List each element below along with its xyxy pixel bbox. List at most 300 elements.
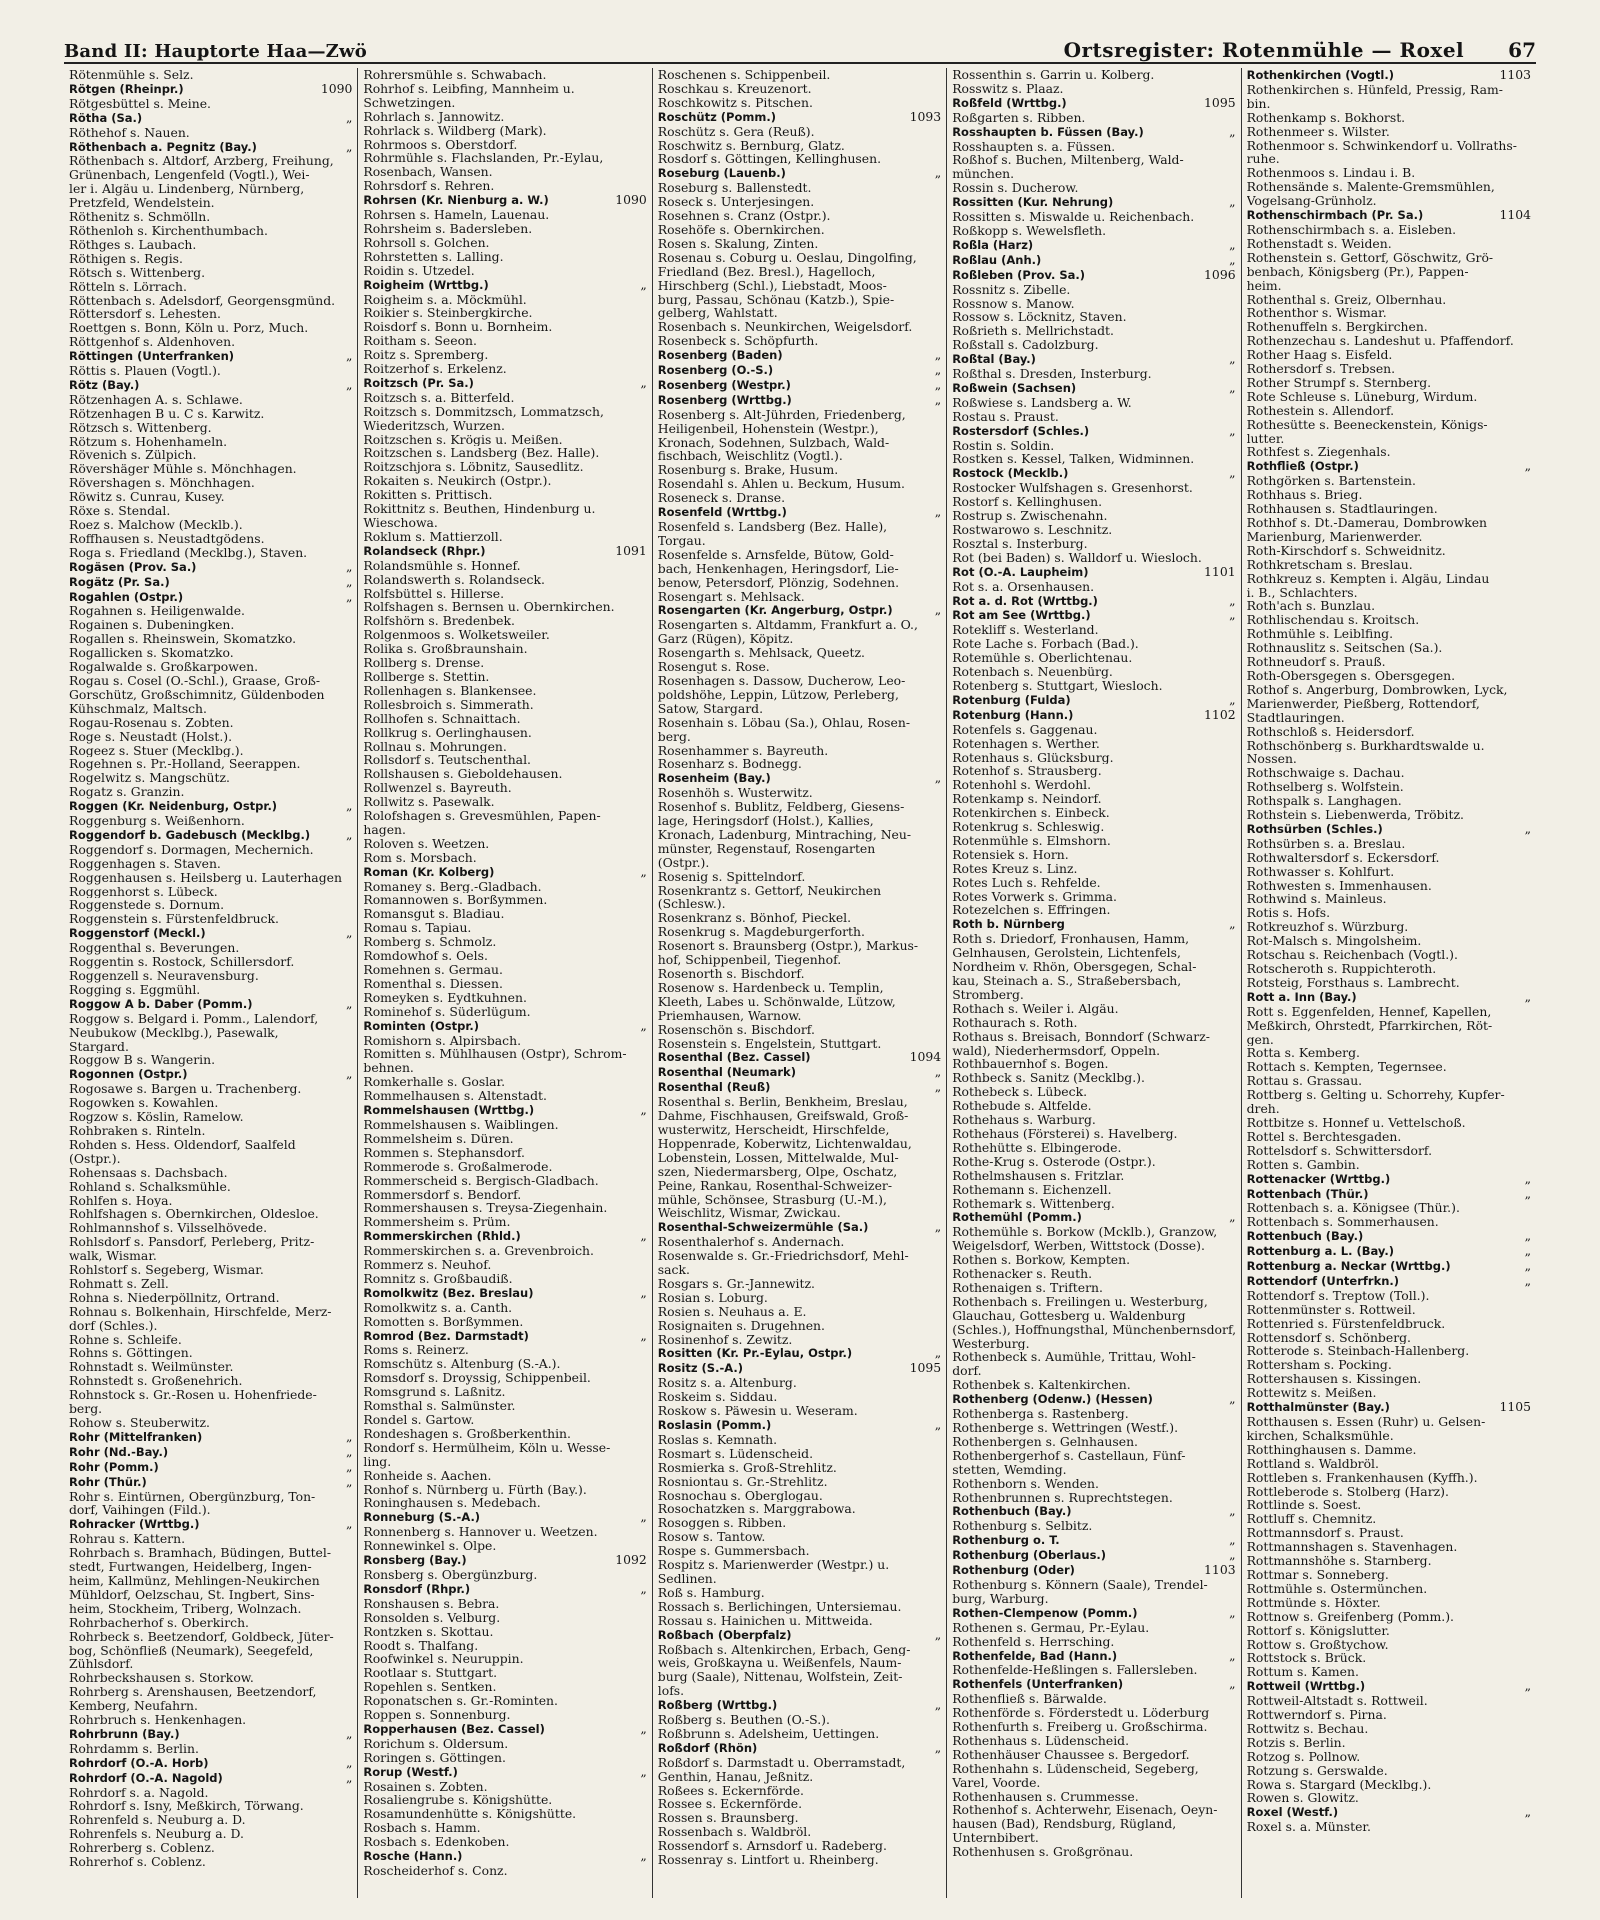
entry-text: Rosenfeld (Wrttbg.) [657, 506, 787, 520]
entry-page-ref: „ [934, 391, 942, 407]
entry-page-ref: 1090 [320, 80, 353, 96]
entry-text: Romeyken s. Eydtkuhnen. [363, 990, 527, 1005]
entry-text: Rottenried s. Fürstenfeldbruck. [1246, 1316, 1446, 1331]
register-entry [952, 1519, 1235, 1533]
register-entry [69, 252, 352, 266]
entry-text: Rothenzechau s. Landeshut u. Pfaffendorf. [1246, 334, 1514, 349]
entry-text: dorf, Vaihingen (Fild.). [69, 1503, 211, 1518]
entry-text: Rosmierka s. Groß-Strehlitz. [657, 1460, 837, 1475]
register-entry [952, 297, 1235, 311]
entry-text: Rövenich s. Zülpich. [69, 448, 197, 463]
entry-page-ref: „ [345, 1066, 353, 1082]
entry-text: dreh. [1246, 1102, 1280, 1116]
register-entry [69, 490, 352, 504]
register-entry [658, 166, 941, 181]
entry-text: Rommershausen s. Treysa-Ziegenhain. [363, 1201, 608, 1216]
entry-text: Romishorn s. Alpirsbach. [363, 1033, 522, 1048]
entry-text: Rohlmannshof s. Vilsselhövede. [69, 1221, 268, 1236]
entry-page-ref: „ [345, 109, 353, 125]
entry-text: Roseburg (Lauenb.) [657, 167, 786, 181]
register-entry [658, 279, 941, 293]
entry-text: Rotenberg s. Stuttgart, Wiesloch. [952, 678, 1163, 693]
entry-text: Rothbeck s. Sanitz (Mecklbg.). [952, 1071, 1145, 1086]
entry-text: Romsgrund s. Laßnitz. [363, 1385, 506, 1400]
register-entry [69, 378, 352, 393]
register-entry [69, 97, 352, 111]
entry-text: Rositz s. a. Altenburg. [657, 1376, 797, 1391]
entry-text: Rokaiten s. Neukirch (Ostpr.). [363, 474, 552, 489]
register-entry [658, 911, 941, 925]
register-entry [952, 509, 1235, 523]
entry-text: Rosenthal (Reuß) [657, 1081, 771, 1095]
entry-text: Rötzum s. Hohenhameln. [69, 434, 228, 449]
register-entry [69, 462, 352, 476]
register-entry [952, 1663, 1235, 1677]
register-entry [952, 68, 1235, 82]
entry-page-ref: „ [934, 1626, 942, 1642]
entry-text: Rosenwalde s. Gr.-Friedrichsdorf, Mehl- [657, 1249, 909, 1264]
entry-text: Roxel s. a. Münster. [1246, 1820, 1371, 1835]
entry-text: Rogehnen s. Pr.-Holland, Seerappen. [69, 757, 301, 772]
entry-text: Roth-Kirschdorf s. Schweidnitz. [1246, 543, 1446, 558]
register-entry [363, 1496, 646, 1510]
entry-text: Röthenloh s. Kirchenthumbach. [69, 223, 268, 238]
register-entry [1247, 418, 1531, 432]
register-entry [952, 1790, 1235, 1804]
entry-text: Ronsberg s. Obergünzburg. [363, 1567, 538, 1582]
entry-text: Rothenbeck s. Aumühle, Trittau, Wohl- [952, 1350, 1196, 1365]
entry-text: Roßberg (Wrttbg.) [657, 1699, 778, 1713]
register-entry [952, 1155, 1235, 1169]
register-entry [363, 1568, 646, 1582]
register-entry [952, 708, 1235, 723]
entry-text: Rollenhagen s. Blankensee. [363, 683, 537, 698]
entry-text: Rospitz s. Marienwerder (Westpr.) u. [657, 1558, 890, 1572]
entry-page-ref: „ [1524, 1185, 1531, 1201]
entry-text: Rothenhahn s. Lüdenscheid, Segeberg, [952, 1761, 1199, 1776]
entry-text: Rohrau s. Kattern. [69, 1532, 186, 1547]
entry-text: Roitzschen s. Krögis u. Meißen. [363, 432, 563, 447]
entry-text: Rogeez s. Stuer (Mecklbg.). [69, 743, 244, 758]
register-entry [363, 165, 646, 179]
entry-text: Stadtlauringen. [1246, 710, 1345, 725]
register-entry [952, 1057, 1235, 1071]
register-entry [658, 1151, 941, 1165]
entry-text: Rothschloß s. Heidersdorf. [1246, 724, 1415, 739]
register-entry [69, 224, 352, 238]
entry-text: (Schles.), Hoffnungsthal, Münchenbernsdorf, [952, 1322, 1236, 1337]
register-entry [658, 1418, 941, 1433]
entry-text: Rötha (Sa.) [69, 111, 143, 125]
entry-text: Rothehaus (Försterei) s. Havelberg. [952, 1126, 1178, 1141]
register-entry [952, 310, 1235, 324]
entry-text: Roßtal (Bay.) [952, 353, 1036, 367]
register-entry [952, 1635, 1235, 1649]
register-entry [363, 1821, 646, 1835]
register-entry [69, 1249, 352, 1263]
register-entry [1247, 1116, 1531, 1130]
entry-text: Rosche (Hann.) [363, 1850, 463, 1864]
entry-text: Rohrmoos s. Oberstdorf. [363, 137, 518, 152]
register-entry [658, 967, 941, 981]
entry-text: Rotes Vorwerk s. Grimma. [952, 889, 1117, 904]
register-entry [69, 1277, 352, 1291]
entry-text: Rot a. d. Rot (Wrttbg.) [952, 594, 1098, 608]
register-entry [1247, 139, 1531, 153]
register-entry [658, 786, 941, 800]
entry-text: heim, Stockheim, Triberg, Wolnzach. [69, 1601, 302, 1616]
entry-text: Romolkwitz s. a. Canth. [363, 1300, 513, 1315]
register-entry [363, 446, 646, 460]
register-entry [952, 1210, 1235, 1225]
register-entry [363, 82, 646, 96]
register-entry [952, 195, 1235, 210]
entry-page-ref: „ [1524, 1804, 1531, 1820]
register-entry [1247, 152, 1531, 166]
entry-text: Rositten (Kr. Pr.-Eylau, Ostpr.) [657, 1347, 853, 1361]
entry-page-ref: „ [934, 1345, 942, 1361]
entry-text: Rottmannshagen s. Stavenhagen. [1246, 1540, 1458, 1555]
entry-text: Rommersheim s. Prüm. [363, 1215, 511, 1230]
register-entry [1247, 1317, 1531, 1331]
entry-text: Rohrbruch s. Henkenhagen. [69, 1713, 247, 1727]
entry-text: Rottbitze s. Honnef u. Vettelschoß. [1246, 1115, 1466, 1130]
entry-text: Torgau. [657, 533, 706, 548]
entry-text: Rostock (Mecklb.) [952, 467, 1069, 481]
register-entry [1247, 739, 1531, 753]
register-entry [658, 646, 941, 660]
entry-page-ref: „ [1229, 351, 1236, 367]
entry-text: Romau s. Tapiau. [363, 921, 472, 936]
register-entry [363, 433, 646, 447]
entry-text: Schwetzingen. [363, 95, 456, 110]
entry-page-ref: „ [934, 770, 942, 786]
entry-text: Rossenbach s. Waldbröl. [657, 1825, 812, 1840]
entry-text: walk, Wismar. [69, 1249, 157, 1264]
entry-page-ref: „ [1524, 1243, 1531, 1259]
register-entry [363, 880, 646, 894]
register-entry [952, 1845, 1235, 1859]
entry-text: Rondorf s. Hermülheim, Köln u. Wesse- [363, 1440, 611, 1455]
entry-text: Rottstock s. Brück. [1246, 1651, 1367, 1666]
register-entry [363, 740, 646, 754]
entry-text: Rosswitz s. Plaaz. [952, 81, 1064, 96]
entry-text: behnen. [363, 1061, 414, 1076]
entry-text: fischbach, Weischlitz (Vogtl.). [657, 449, 843, 464]
register-entry [952, 1621, 1235, 1635]
register-entry [1247, 320, 1531, 334]
entry-text: gen. [1246, 1032, 1274, 1047]
entry-text: Romnitz s. Großbaudiß. [363, 1271, 513, 1286]
entry-text: Roikier s. Steinbergkirche. [363, 306, 533, 321]
register-entry [69, 1841, 352, 1855]
register-entry [1247, 1820, 1531, 1834]
entry-text: Rossnitz s. Zibelle. [952, 282, 1071, 297]
register-entry [952, 1435, 1235, 1449]
entry-page-ref: 1095 [1204, 94, 1236, 110]
entry-text: sack. [657, 1263, 690, 1277]
entry-text: Rothelmshausen s. Fritzlar. [952, 1168, 1125, 1183]
register-entry [1247, 251, 1531, 265]
register-entry [363, 1539, 646, 1553]
entry-text: Kleeth, Labes u. Schönwalde, Lützow, [657, 994, 896, 1009]
entry-text: Rorup (Westf.) [363, 1765, 458, 1779]
register-entry [363, 851, 646, 865]
entry-text: Rosbach s. Edenkoben. [363, 1835, 510, 1850]
entry-text: Rogzow s. Köslin, Ramelow. [69, 1110, 244, 1124]
entry-text: Rommen s. Stephansdorf. [363, 1145, 526, 1160]
entry-text: Rosaliengrube s. Königshütte. [363, 1793, 553, 1808]
entry-text: Röttenbach s. Adelsdorf, Georgensgmünd. [69, 293, 336, 308]
register-entry [1247, 879, 1531, 893]
register-entry [363, 1469, 646, 1483]
entry-page-ref: „ [1229, 916, 1236, 932]
register-entry [363, 712, 646, 726]
entry-page-ref: „ [345, 588, 353, 604]
entry-text: Röthges s. Laubach. [69, 237, 197, 252]
register-entry [658, 1123, 941, 1137]
register-entry [1247, 1596, 1531, 1610]
entry-text: Roninghausen s. Medebach. [363, 1496, 541, 1511]
register-entry [363, 1807, 646, 1821]
entry-text: Rolfsbüttel s. Hillerse. [363, 586, 505, 601]
entry-page-ref: „ [640, 1102, 647, 1118]
entry-text: ruhe. [1246, 152, 1280, 167]
register-entry [952, 1113, 1235, 1127]
entry-text: Rottenbach s. a. Königsee (Thür.). [1246, 1201, 1460, 1216]
register-entry [1247, 934, 1531, 948]
entry-text: Rothenförde s. Förderstedt u. Löderburg [952, 1706, 1210, 1721]
entry-text: Rommelshausen (Wrttbg.) [363, 1104, 535, 1118]
register-entry [363, 1666, 646, 1680]
entry-page-ref: „ [1229, 1391, 1236, 1407]
register-entry [363, 1413, 646, 1427]
entry-text: Roßwiese s. Landsberg a. W. [952, 395, 1132, 410]
register-entry [69, 1402, 352, 1416]
entry-text: Meßkirch, Ohrstedt, Pfarrkirchen, Röt- [1246, 1018, 1493, 1033]
entry-text: Rospe s. Gummersbach. [657, 1544, 810, 1559]
register-entry [363, 138, 646, 152]
register-entry [1247, 1130, 1531, 1144]
entry-text: Romansgut s. Bladiau. [363, 907, 505, 922]
entry-text: Roitzschjora s. Löbnitz, Sausedlitz. [363, 460, 584, 475]
register-entry [363, 1597, 646, 1611]
entry-page-ref: „ [1229, 379, 1236, 395]
register-entry [1247, 432, 1531, 446]
register-entry [952, 1692, 1235, 1706]
entry-text: Rothemühl (Pomm.) [952, 1211, 1082, 1225]
entry-text: Roßstall s. Cadolzburg. [952, 338, 1099, 353]
register-entry [69, 1040, 352, 1054]
register-entry [952, 466, 1235, 481]
entry-page-ref: „ [640, 276, 647, 292]
entry-text: Rollhofen s. Schnaittach. [363, 711, 521, 726]
entry-text: Rothmühle s. Leiblfing. [1246, 627, 1394, 642]
register-entry [1247, 180, 1531, 194]
register-entry [952, 396, 1235, 410]
register-entry [952, 1071, 1235, 1085]
entry-text: lutter. [1246, 431, 1285, 446]
register-entry [952, 439, 1235, 453]
entry-text: Rothwaltersdorf s. Eckersdorf. [1246, 850, 1440, 865]
entry-text: Rothenaigen s. Triftern. [952, 1280, 1103, 1295]
entry-text: Rothnauslitz s. Seitschen (Sa.). [1246, 641, 1443, 656]
entry-page-ref: „ [640, 1228, 647, 1244]
register-entry [69, 504, 352, 518]
register-entry [658, 995, 941, 1009]
register-entry [1247, 1158, 1531, 1172]
entry-text: Ronnewinkel s. Olpe. [363, 1539, 497, 1554]
entry-page-ref: „ [1524, 1258, 1531, 1274]
entry-text: Rogau s. Cosel (O.-Schl.), Graase, Groß- [69, 673, 321, 688]
entry-text: Rossendorf s. Arnsdorf u. Radeberg. [657, 1839, 887, 1854]
entry-page-ref: 1091 [615, 542, 647, 558]
entry-text: Romotten s. Borßymmen. [363, 1314, 524, 1329]
entry-text: Rotenhaus s. Glücksburg. [952, 750, 1114, 765]
entry-text: Nordheim v. Rhön, Obersgegen, Schal- [952, 960, 1197, 974]
entry-text: Rotenhagen s. Werther. [952, 736, 1100, 751]
register-entry [658, 348, 941, 363]
entry-text: Rogahnen s. Heiligenwalde. [69, 604, 245, 619]
entry-text: Rotenmühle s. Elmshorn. [952, 833, 1111, 848]
entry-text: Lobenstein, Lossen, Mittelwalde, Mul- [657, 1150, 899, 1165]
entry-text: Röthenbach s. Altdorf, Arzberg, Freihung, [69, 154, 334, 169]
entry-text: Rositz (S.-A.) [657, 1362, 743, 1376]
register-entry [1247, 725, 1531, 739]
register-entry [1247, 1019, 1531, 1033]
register-entry [1247, 822, 1531, 837]
register-entry [952, 764, 1235, 778]
register-entry [363, 698, 646, 712]
entry-text: Rohns s. Göttingen. [69, 1346, 193, 1361]
entry-page-ref: „ [1229, 251, 1236, 267]
entry-text: Roklum s. Mattierzoll. [363, 529, 503, 544]
entry-text: Rothselberg s. Wolfstein. [1246, 780, 1404, 795]
entry-text: Rosehnen s. Cranz (Ostpr.). [657, 209, 831, 223]
register-entry [658, 884, 941, 898]
register-entry [658, 842, 941, 856]
register-entry [363, 405, 646, 419]
register-entry [658, 897, 941, 911]
register-entry [69, 210, 352, 224]
entry-text: Hoppenrade, Koberwitz, Lichtenwaldau, [657, 1136, 912, 1151]
register-entry [69, 674, 352, 688]
register-entry [1247, 1005, 1531, 1019]
entry-text: Rohrerberg s. Coblenz. [69, 1841, 215, 1856]
entry-text: Gorschütz, Großschimnitz, Güldenboden [69, 687, 325, 702]
entry-text: Rondel s. Gartow. [363, 1413, 475, 1427]
entry-text: burg, Warburg. [952, 1591, 1049, 1606]
entry-text: Rogonnen (Ostpr.) [69, 1068, 188, 1082]
register-entry [658, 393, 941, 408]
entry-text: Rohrsen (Kr. Nienburg a. W.) [363, 194, 549, 208]
entry-text: Rondeshagen s. Großberkenthin. [363, 1426, 571, 1441]
entry-text: Rohrsheim s. Badersleben. [363, 221, 533, 236]
register-entry [363, 1385, 646, 1399]
entry-text: Rom s. Morsbach. [363, 850, 477, 865]
register-entry [363, 642, 646, 656]
entry-text: Rottenburg a. Neckar (Wrttbg.) [1246, 1260, 1451, 1274]
entry-text: Rosshaupten s. a. Füssen. [952, 139, 1116, 154]
register-entry [952, 792, 1235, 806]
register-entry [363, 656, 646, 670]
entry-text: Rotensiek s. Horn. [952, 847, 1069, 862]
entry-page-ref: „ [934, 1079, 942, 1095]
register-entry [363, 1455, 646, 1469]
entry-text: Rosnochau s. Oberglogau. [657, 1488, 823, 1503]
entry-text: Roßla (Harz) [952, 238, 1034, 252]
register-entry [658, 1600, 941, 1614]
entry-text: burg, Passau, Schönau (Katzb.), Spie- [657, 292, 895, 307]
register-entry [69, 196, 352, 210]
register-entry [658, 1839, 941, 1853]
register-entry [363, 278, 646, 293]
entry-text: Rosenkrug s. Magdeburgerforth. [657, 925, 865, 940]
register-entry [363, 587, 646, 601]
entry-text: Roitzsch (Pr. Sa.) [363, 376, 474, 390]
register-entry [69, 604, 352, 618]
entry-text: Rothneudorf s. Prauß. [1246, 655, 1386, 669]
register-entry [1247, 599, 1531, 613]
register-entry [69, 476, 352, 490]
register-entry [69, 1742, 352, 1756]
register-entry [658, 618, 941, 632]
register-entry [69, 1180, 352, 1194]
entry-text: bog, Schönfließ (Neumark), Seegefeld, [69, 1643, 314, 1658]
entry-text: Roßfeld (Wrttbg.) [952, 96, 1067, 110]
entry-text: Rosengarten (Kr. Angerburg, Ostpr.) [657, 604, 893, 618]
entry-text: Rosenow s. Hardenbeck u. Templin, [657, 980, 884, 995]
register-entry [658, 306, 941, 320]
entry-text: Rosenthal (Bez. Cassel) [657, 1051, 811, 1065]
register-entry [952, 1337, 1235, 1351]
entry-text: Rohnstock s. Gr.-Rosen u. Hohenfriede- [69, 1388, 317, 1403]
entry-page-ref: „ [345, 826, 353, 842]
register-entry [658, 1023, 941, 1037]
entry-text: Neubukow (Mecklbg.), Pasewalk, [69, 1025, 279, 1040]
entry-text: kirchen, Schalksmühle. [1246, 1428, 1394, 1443]
register-entry [952, 723, 1235, 737]
entry-page-ref: „ [934, 165, 942, 181]
entry-text: Rotzog s. Pollnow. [1246, 1749, 1361, 1764]
register-entry [363, 893, 646, 907]
entry-text: Rottleberode s. Stolberg (Harz). [1246, 1484, 1449, 1499]
entry-text: Rohrbeckshausen s. Storkow. [69, 1671, 254, 1686]
entry-text: Rosinenhof s. Zewitz. [657, 1332, 793, 1347]
register-entry [363, 1510, 646, 1525]
entry-text: Rosenbach s. Neunkirchen, Weigelsdorf. [657, 320, 913, 335]
register-entry [1247, 962, 1531, 976]
register-entry [952, 125, 1235, 140]
entry-text: Rostrup s. Zwischenahn. [952, 509, 1108, 523]
register-entry [363, 334, 646, 348]
register-entry [69, 1657, 352, 1671]
register-entry [363, 1780, 646, 1794]
entry-text: Rothach s. Weiler i. Algäu. [952, 1001, 1119, 1016]
register-entry [69, 266, 352, 280]
entry-page-ref: „ [1229, 236, 1236, 252]
register-entry [363, 530, 646, 544]
entry-text: Rohlstorf s. Segeberg, Wismar. [69, 1263, 264, 1277]
entry-text: Roskeim s. Siddau. [657, 1390, 778, 1405]
register-entry [952, 1295, 1235, 1309]
register-entry [658, 1376, 941, 1390]
entry-text: i. B., Schlachters. [1246, 585, 1358, 600]
register-entry [952, 903, 1235, 917]
entry-text: Roth b. Nürnberg [952, 918, 1065, 932]
register-entry [363, 907, 646, 921]
entry-text: Rosenhain s. Löbau (Sa.), Ohlau, Rosen- [657, 715, 911, 730]
